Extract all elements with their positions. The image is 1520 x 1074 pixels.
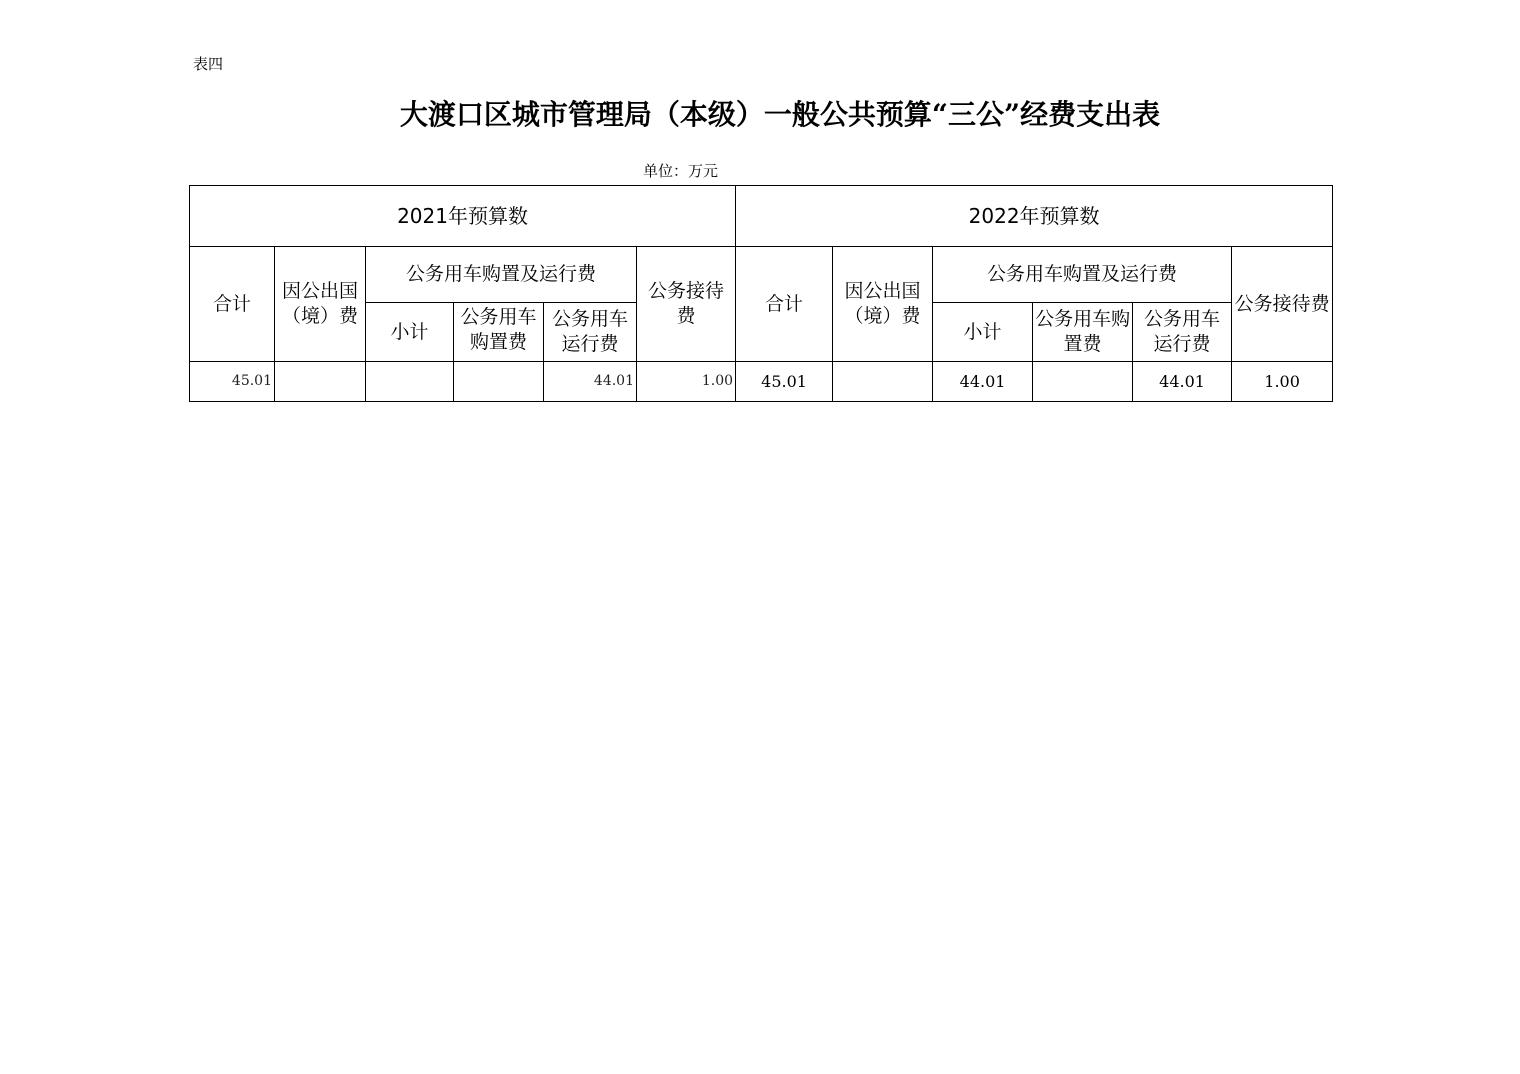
page-label: 表四 [193,55,224,73]
v2021-operation: 44.01 [544,362,637,402]
h2021-subtotal-header: 小计 [366,303,454,362]
h2021-reception-header: 公务接待费 [637,247,736,362]
data-row [190,362,1333,402]
h2022-reception-header: 公务接待费 [1232,247,1333,362]
h2021-operation-header: 公务用车运行费 [544,303,637,362]
v2021-abroad [275,362,366,402]
year-2022-header: 2022年预算数 [736,186,1333,247]
h2022-purchase-header: 公务用车购置费 [1033,303,1133,362]
v2022-subtotal: 44.01 [933,362,1033,402]
v2022-abroad [833,362,933,402]
v2022-reception: 1.00 [1232,362,1333,402]
h2021-vehicle-group-header: 公务用车购置及运行费 [366,247,637,303]
document-title: 大渡口区城市管理局（本级）一般公共预算“三公”经费支出表 [399,98,1161,131]
three-public-expenditure-table [189,185,1333,402]
h2022-vehicle-group-header: 公务用车购置及运行费 [933,247,1232,303]
v2021-total: 45.01 [190,362,275,402]
h2022-total-header: 合计 [736,247,833,362]
h2022-subtotal-header: 小计 [933,303,1033,362]
v2021-reception: 1.00 [637,362,736,402]
year-2021-header: 2021年预算数 [190,186,736,247]
h2021-purchase-header-cell [454,303,544,362]
v2022-purchase [1033,362,1133,402]
h2021-abroad-header: 因公出国（境）费 [275,247,366,362]
year-header-row [190,186,1333,247]
h2022-abroad-header: 因公出国（境）费 [833,247,933,362]
v2021-subtotal [366,362,454,402]
v2022-operation: 44.01 [1133,362,1232,402]
h2021-purchase-header: 公务用车购置费 [460,306,537,353]
v2021-purchase [454,362,544,402]
column-header-row-1 [190,247,1333,303]
h2022-operation-header: 公务用车运行费 [1133,303,1232,362]
v2022-total: 45.01 [736,362,833,402]
h2021-total-header: 合计 [190,247,275,362]
unit-label: 单位：万元 [643,162,719,180]
